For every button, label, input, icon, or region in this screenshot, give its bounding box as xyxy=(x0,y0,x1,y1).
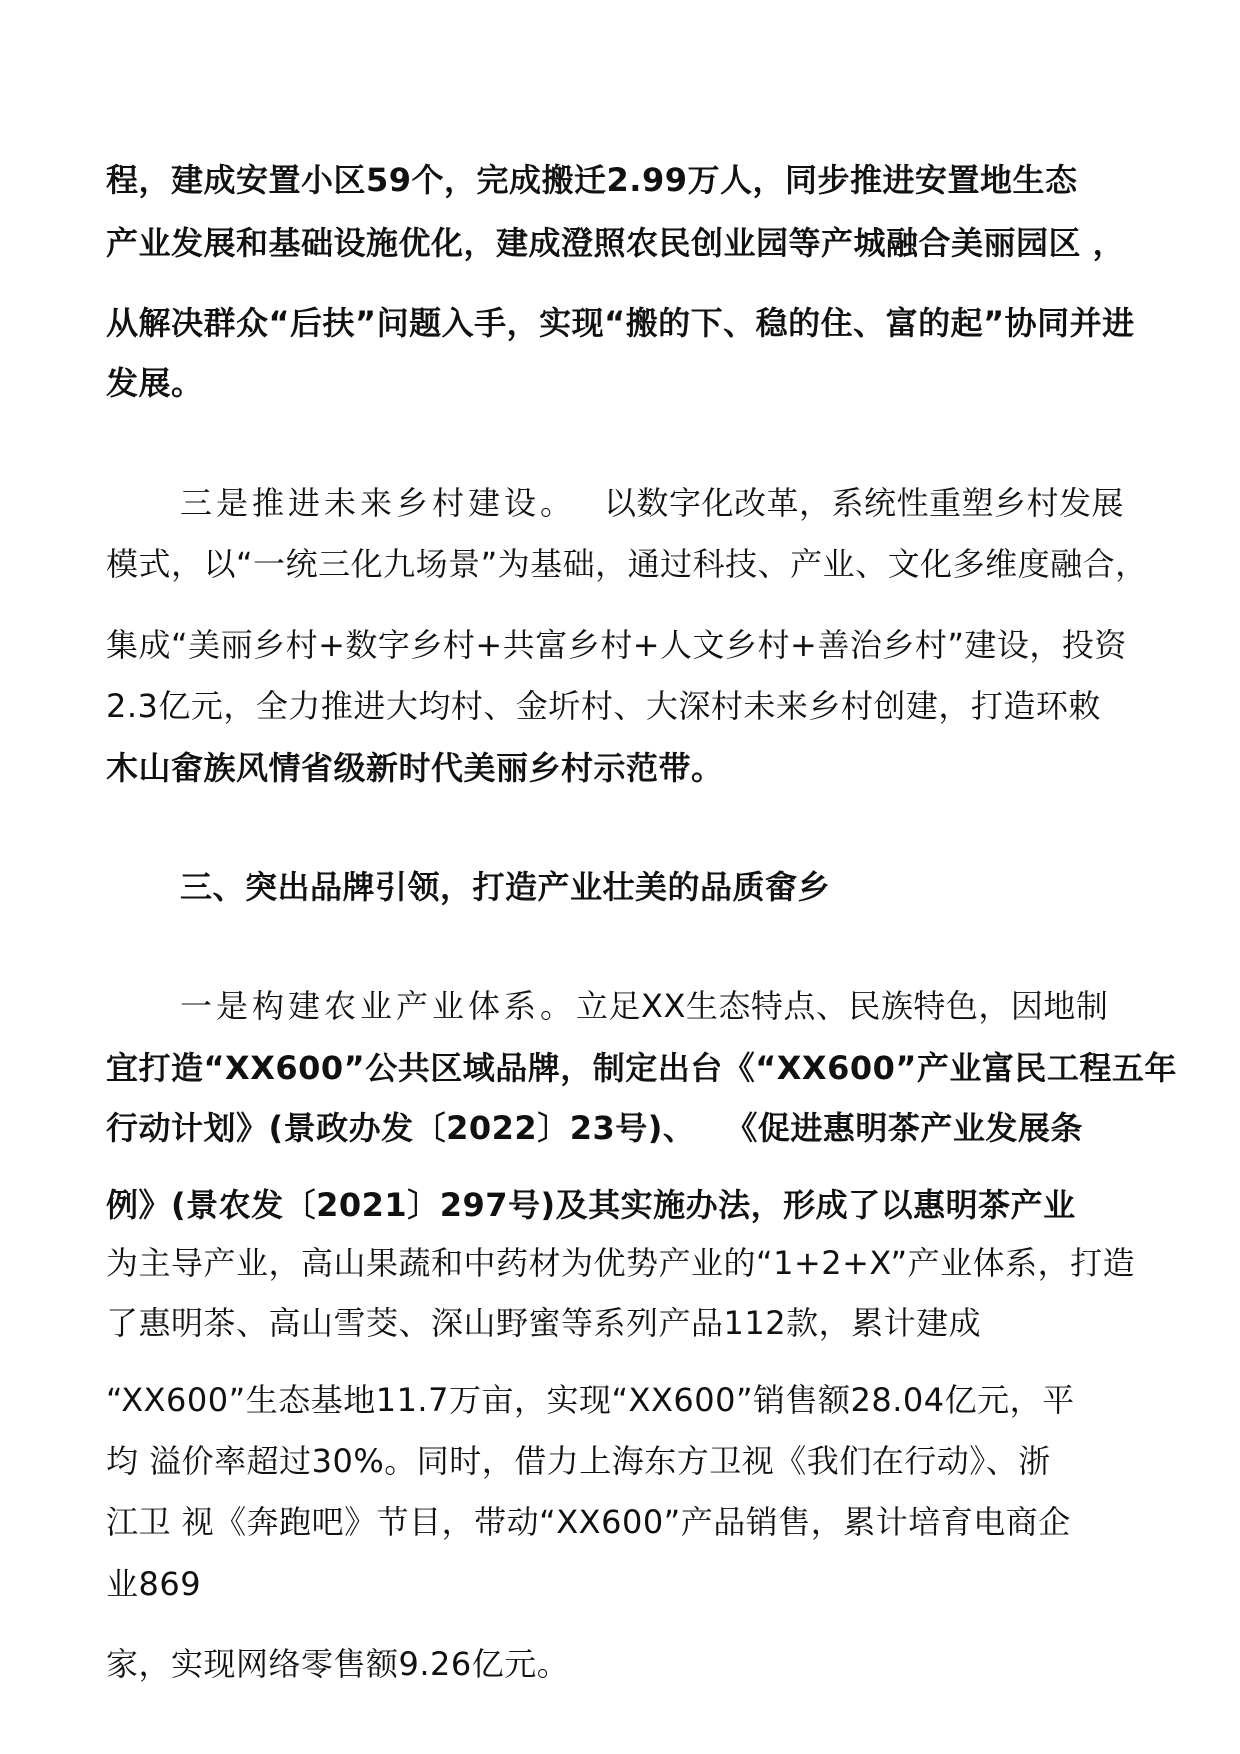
para2-line-1-rest: 以数字化改革，系统性重塑乡村发展 xyxy=(604,484,1125,522)
para2-lead: 三是推进未来乡村建设。 xyxy=(180,484,577,522)
para1-line-3: 从解决群众“后扶”问题入手，实现“搬的下、稳的住、富的起”协同并进 xyxy=(106,304,1135,342)
para2-line-2: 模式，以“一统三化九场景”为基础，通过科技、产业、文化多维度融合， xyxy=(106,545,1148,583)
para3-line-5: 为主导产业，高山果蔬和中药材为优势产业的“1+2+X”产业体系，打造 xyxy=(106,1244,1136,1282)
para3-line-9: 江卫 视《奔跑吧》节目，带动“XX600”产品销售，累计培育电商企 xyxy=(106,1503,1071,1541)
para3-line-2: 宜打造“XX600”公共区域品牌，制定出台《“XX600”产业富民工程五年 xyxy=(106,1049,1177,1087)
para3-line-1 xyxy=(180,984,1108,1028)
para3-line-4: 例》(景农发〔2021〕297号)及其实施办法，形成了以惠明茶产业 xyxy=(106,1186,1076,1224)
para3-line-10: 业869 xyxy=(106,1565,202,1603)
para3-line-8: 均 溢价率超过30%。同时，借力上海东方卫视《我们在行动》、浙 xyxy=(106,1442,1051,1480)
para2-line-4: 2.3亿元，全力推进大均村、金圻村、大深村未来乡村创建，打造环敕 xyxy=(106,687,1101,725)
para3-line-7: “XX600”生态基地11.7万亩，实现“XX600”销售额28.04亿元，平 xyxy=(106,1381,1075,1419)
para2-line-3: 集成“美丽乡村+数字乡村+共富乡村+人文乡村+善治乡村”建设，投资 xyxy=(106,626,1127,664)
para3-line-3 xyxy=(106,1106,1083,1150)
para3-line-6: 了惠明茶、高山雪茭、深山野蜜等系列产品112款，累计建成 xyxy=(106,1304,982,1342)
para2-line-1 xyxy=(180,481,1124,525)
para3-line-1-rest: 立足XX生态特点、民族特色，因地制 xyxy=(576,987,1109,1025)
para1-line-2: 产业发展和基础设施优化，建成澄照农民创业园等产城融合美丽园区 ， xyxy=(106,224,1126,262)
para3-line-11: 家，实现网络零售额9.26亿元。 xyxy=(106,1645,570,1683)
section-heading: 三、突出品牌引领，打造产业壮美的品质畲乡 xyxy=(180,868,831,906)
para2-line-5: 木山畲族风情省级新时代美丽乡村示范带。 xyxy=(106,749,724,787)
para1-line-4: 发展。 xyxy=(106,364,204,402)
para3-line-3b: 《促进惠明茶产业发展条 xyxy=(741,1109,1083,1147)
para3-lead: 一是构建农业产业体系。 xyxy=(180,987,577,1025)
para3-line-3a: 行动计划》(景政办发〔2022〕23号)、 xyxy=(106,1109,696,1147)
para1-line-1: 程，建成安置小区59个，完成搬迁2.99万人，同步推进安置地生态 xyxy=(106,161,1078,199)
